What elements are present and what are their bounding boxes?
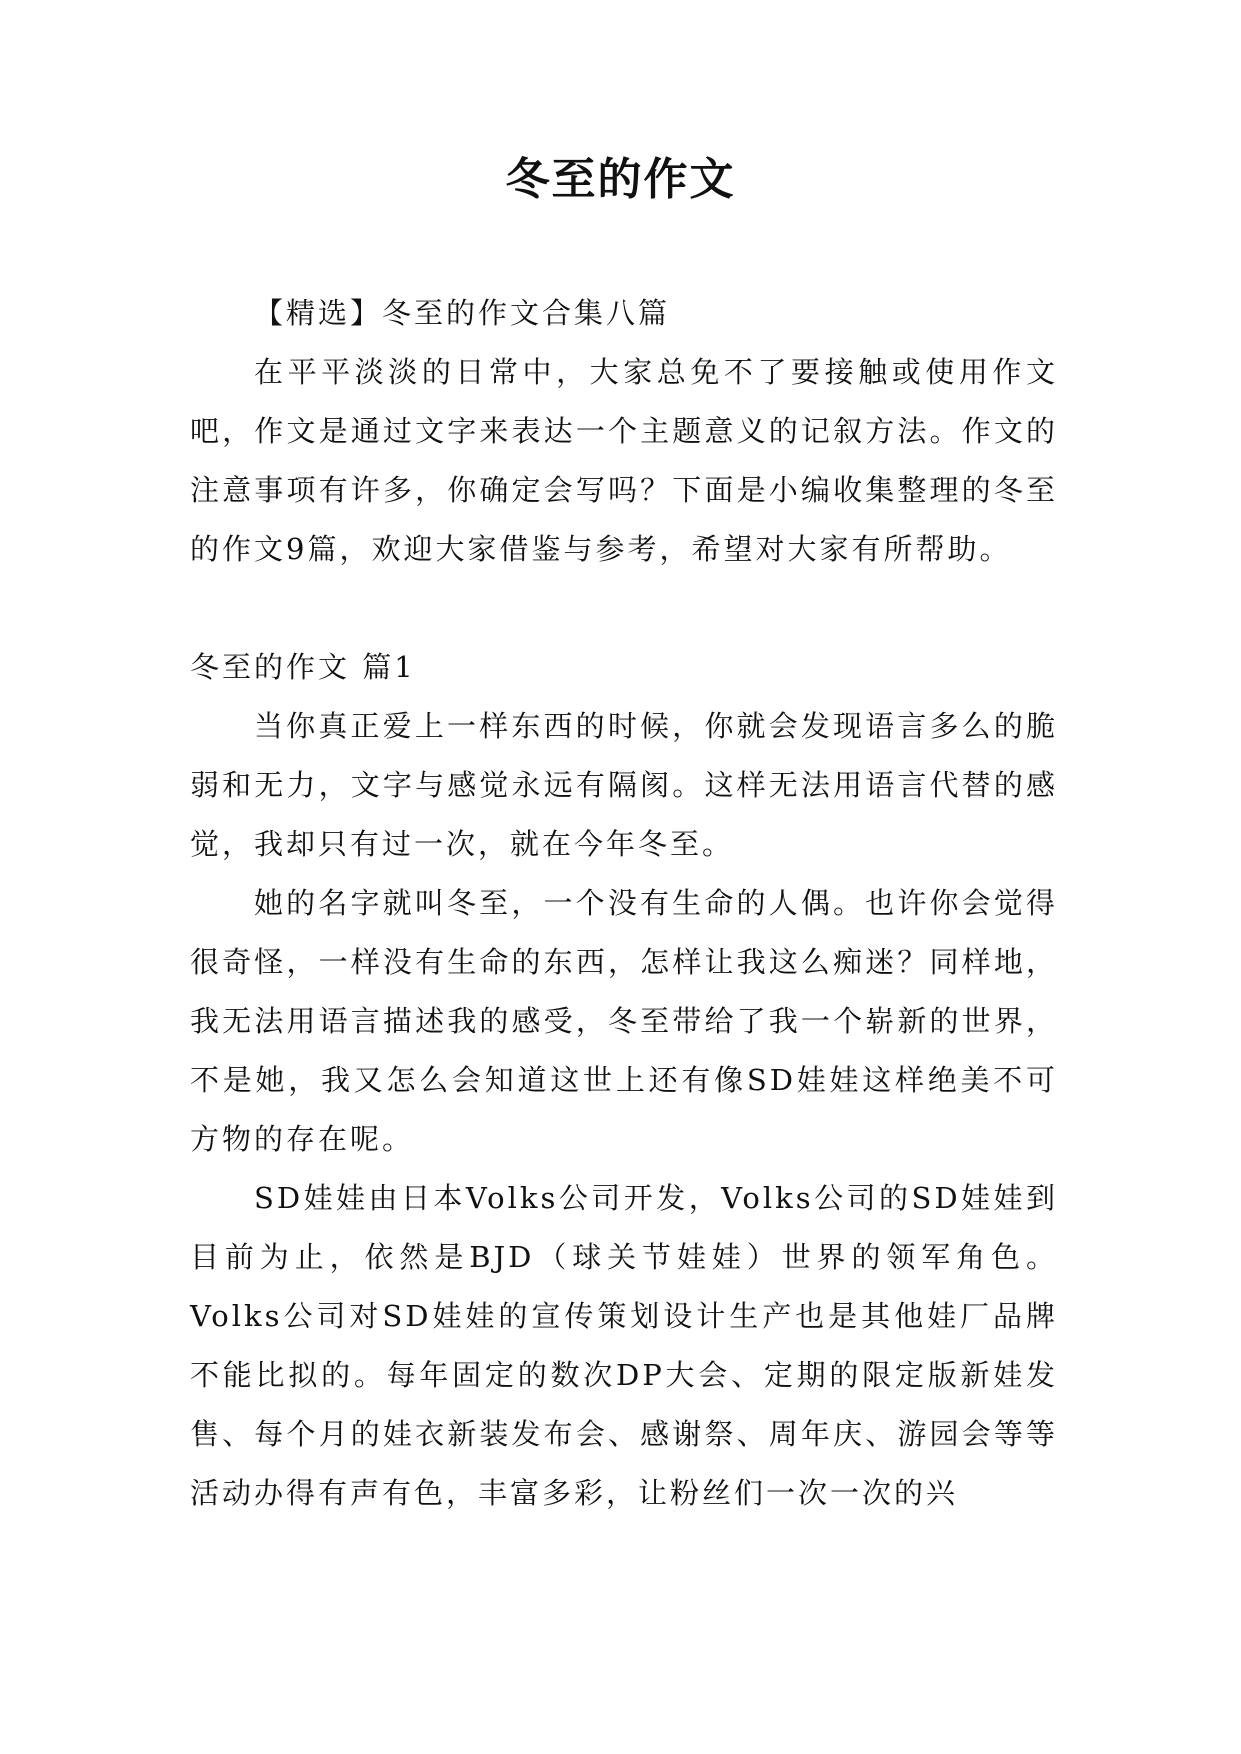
body-paragraph-2: 她的名字就叫冬至，一个没有生命的人偶。也许你会觉得很奇怪，一样没有生命的东西，怎样让我这么痴迷？同样地，我无法用语言描述我的感受，冬至带给了我一个崭新的世界，不是她，我又怎么会知道这世上还有像SD娃娃这样绝美不可方物的存在呢。 [190,886,1058,1156]
spacer [190,579,1058,638]
document-subtitle: 【精选】冬至的作文合集八篇 [254,296,671,330]
document-title: 冬至的作文 [505,154,736,205]
body-paragraph-3: SD娃娃由日本Volks公司开发，Volks公司的SD娃娃到目前为止，依然是BJD（球关节娃娃）世界的领军角色。Volks公司对SD娃娃的宣传策划设计生产也是其他娃厂品牌不能比拟的。每年固定的数次DP大会、定期的限定版新娃发售、每个月的娃衣新装发布会、感谢祭、周年庆、游园会等等活动办得有声有色，丰富多彩，让粉丝们一次一次的兴 [190,1181,1058,1510]
document-body [190,284,1058,1523]
intro-paragraph: 在平平淡淡的日常中，大家总免不了要接触或使用作文吧，作文是通过文字来表达一个主题意义的记叙方法。作文的注意事项有许多，你确定会写吗？下面是小编收集整理的冬至的作文9篇，欢迎大家借鉴与参考，希望对大家有所帮助。 [190,355,1058,566]
body-paragraph-1: 当你真正爱上一样东西的时候，你就会发现语言多么的脆弱和无力，文字与感觉永远有隔阂。这样无法用语言代替的感觉，我却只有过一次，就在今年冬至。 [190,709,1058,861]
section-heading: 冬至的作文 篇1 [190,650,416,684]
